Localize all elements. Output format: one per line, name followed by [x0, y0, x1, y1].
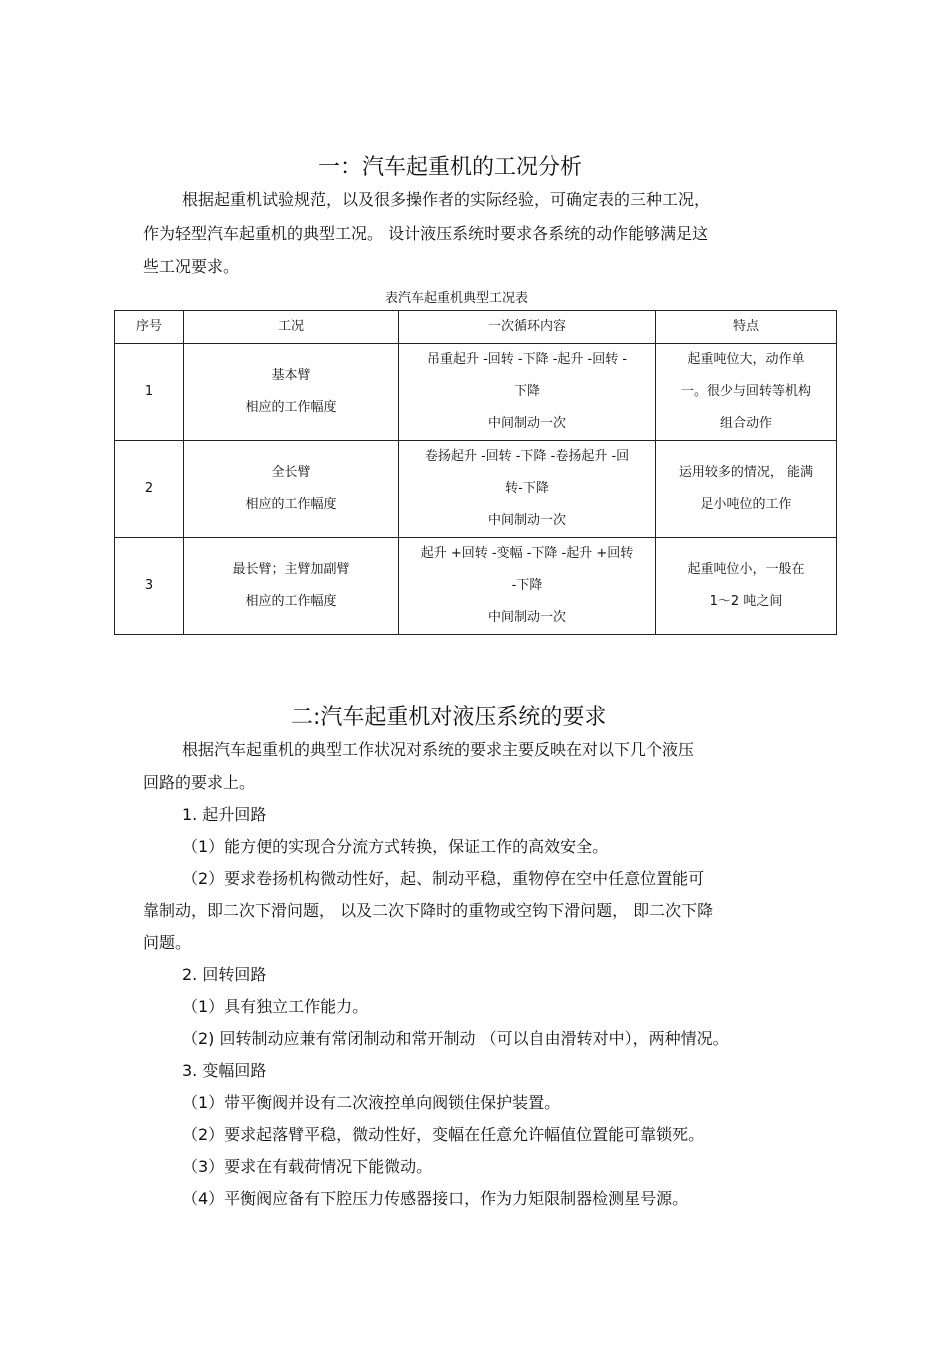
cycle-line: 起升 +回转 -变幅 -下降 -起升 +回转 [420, 546, 634, 561]
header-cycle: 一次循环内容 [399, 311, 656, 344]
row-condition [184, 344, 399, 441]
hoist-item-2-cont2: 问题。 [143, 933, 192, 952]
table-caption: 表汽车起重机典型工况表 [385, 291, 529, 306]
feature-line: 1～2 吨之间 [709, 594, 783, 609]
section1-para-line-2: 作为轻型汽车起重机的典型工况。 设计液压系统时要求各系统的动作能够满足这 [143, 224, 709, 243]
row-cycle [399, 538, 656, 635]
section1-para-line-1: 根据起重机试验规范，以及很多操作者的实际经验，可确定表的三种工况， [182, 190, 711, 209]
cycle-line: 中间制动一次 [487, 416, 566, 431]
feature-line: 一。很少与回转等机构 [680, 384, 811, 399]
header-no: 序号 [115, 311, 184, 344]
hoist-item-2-cont: 靠制动，即二次下滑问题， 以及二次下降时的重物或空钩下滑问题， 即二次下降 [143, 901, 714, 920]
cycle-line: -下降 [511, 578, 543, 593]
hoist-item-2: （2）要求卷扬机构微动性好，起、制动平稳，重物停在空中任意位置能可 [182, 869, 705, 888]
luffing-item-4: （4）平衡阀应备有下腔压力传感器接口，作为力矩限制器检测星号源。 [182, 1189, 689, 1208]
subsection-hoist-heading: 1. 起升回路 [182, 805, 267, 824]
work-condition-table [114, 310, 837, 635]
table-row [115, 441, 837, 538]
feature-line: 足小吨位的工作 [700, 497, 792, 512]
section1-title: 一：汽车起重机的工况分析 [318, 155, 583, 180]
row-condition [184, 441, 399, 538]
row-feature [656, 441, 837, 538]
section2-title: 二:汽车起重机对液压系统的要求 [291, 705, 607, 730]
condition-line: 相应的工作幅度 [245, 497, 337, 512]
table-header-row [115, 311, 837, 344]
row-no: 1 [115, 344, 184, 441]
hoist-item-1: （1）能方便的实现合分流方式转换，保证工作的高效安全。 [182, 837, 609, 856]
feature-line: 组合动作 [719, 416, 772, 431]
cycle-line: 中间制动一次 [487, 610, 566, 625]
condition-line: 全长臂 [271, 465, 311, 480]
feature-line: 运用较多的情况， 能满 [678, 465, 814, 480]
slew-item-2: （2) 回转制动应兼有常闭制动和常开制动 （可以自由滑转对中），两种情况。 [182, 1029, 729, 1048]
row-no: 2 [115, 441, 184, 538]
header-condition: 工况 [184, 311, 399, 344]
subsection-slew-heading: 2. 回转回路 [182, 965, 267, 984]
condition-line: 基本臂 [271, 368, 311, 383]
luffing-item-2: （2）要求起落臂平稳，微动性好，变幅在任意允许幅值位置能可靠锁死。 [182, 1125, 705, 1144]
table-row [115, 538, 837, 635]
row-cycle [399, 441, 656, 538]
condition-line: 相应的工作幅度 [245, 400, 337, 415]
luffing-item-3: （3）要求在有载荷情况下能微动。 [182, 1157, 433, 1176]
feature-line: 起重吨位大，动作单 [687, 352, 805, 367]
cycle-line: 吊重起升 -回转 -下降 -起升 -回转 - [426, 352, 628, 367]
luffing-item-1: （1）带平衡阀并设有二次液控单向阀锁住保护装置。 [182, 1093, 561, 1112]
cycle-line: 下降 [513, 384, 540, 399]
table-row [115, 344, 837, 441]
cycle-line: 中间制动一次 [487, 513, 566, 528]
cycle-line: 转-下降 [505, 481, 549, 496]
section2-intro-line-2: 回路的要求上。 [143, 773, 256, 792]
row-feature [656, 344, 837, 441]
feature-line: 起重吨位小，一般在 [687, 562, 805, 577]
condition-line: 最长臂；主臂加副臂 [232, 562, 350, 577]
cycle-line: 卷扬起升 -回转 -下降 -卷扬起升 -回 [424, 449, 630, 464]
section2-intro-line-1: 根据汽车起重机的典型工作状况对系统的要求主要反映在对以下几个液压 [182, 740, 695, 759]
condition-line: 相应的工作幅度 [245, 594, 337, 609]
slew-item-1: （1）具有独立工作能力。 [182, 997, 369, 1016]
row-feature [656, 538, 837, 635]
subsection-luffing-heading: 3. 变幅回路 [182, 1061, 267, 1080]
row-condition [184, 538, 399, 635]
header-feature: 特点 [656, 311, 837, 344]
row-cycle [399, 344, 656, 441]
section1-para-line-3: 些工况要求。 [143, 257, 240, 276]
row-no: 3 [115, 538, 184, 635]
